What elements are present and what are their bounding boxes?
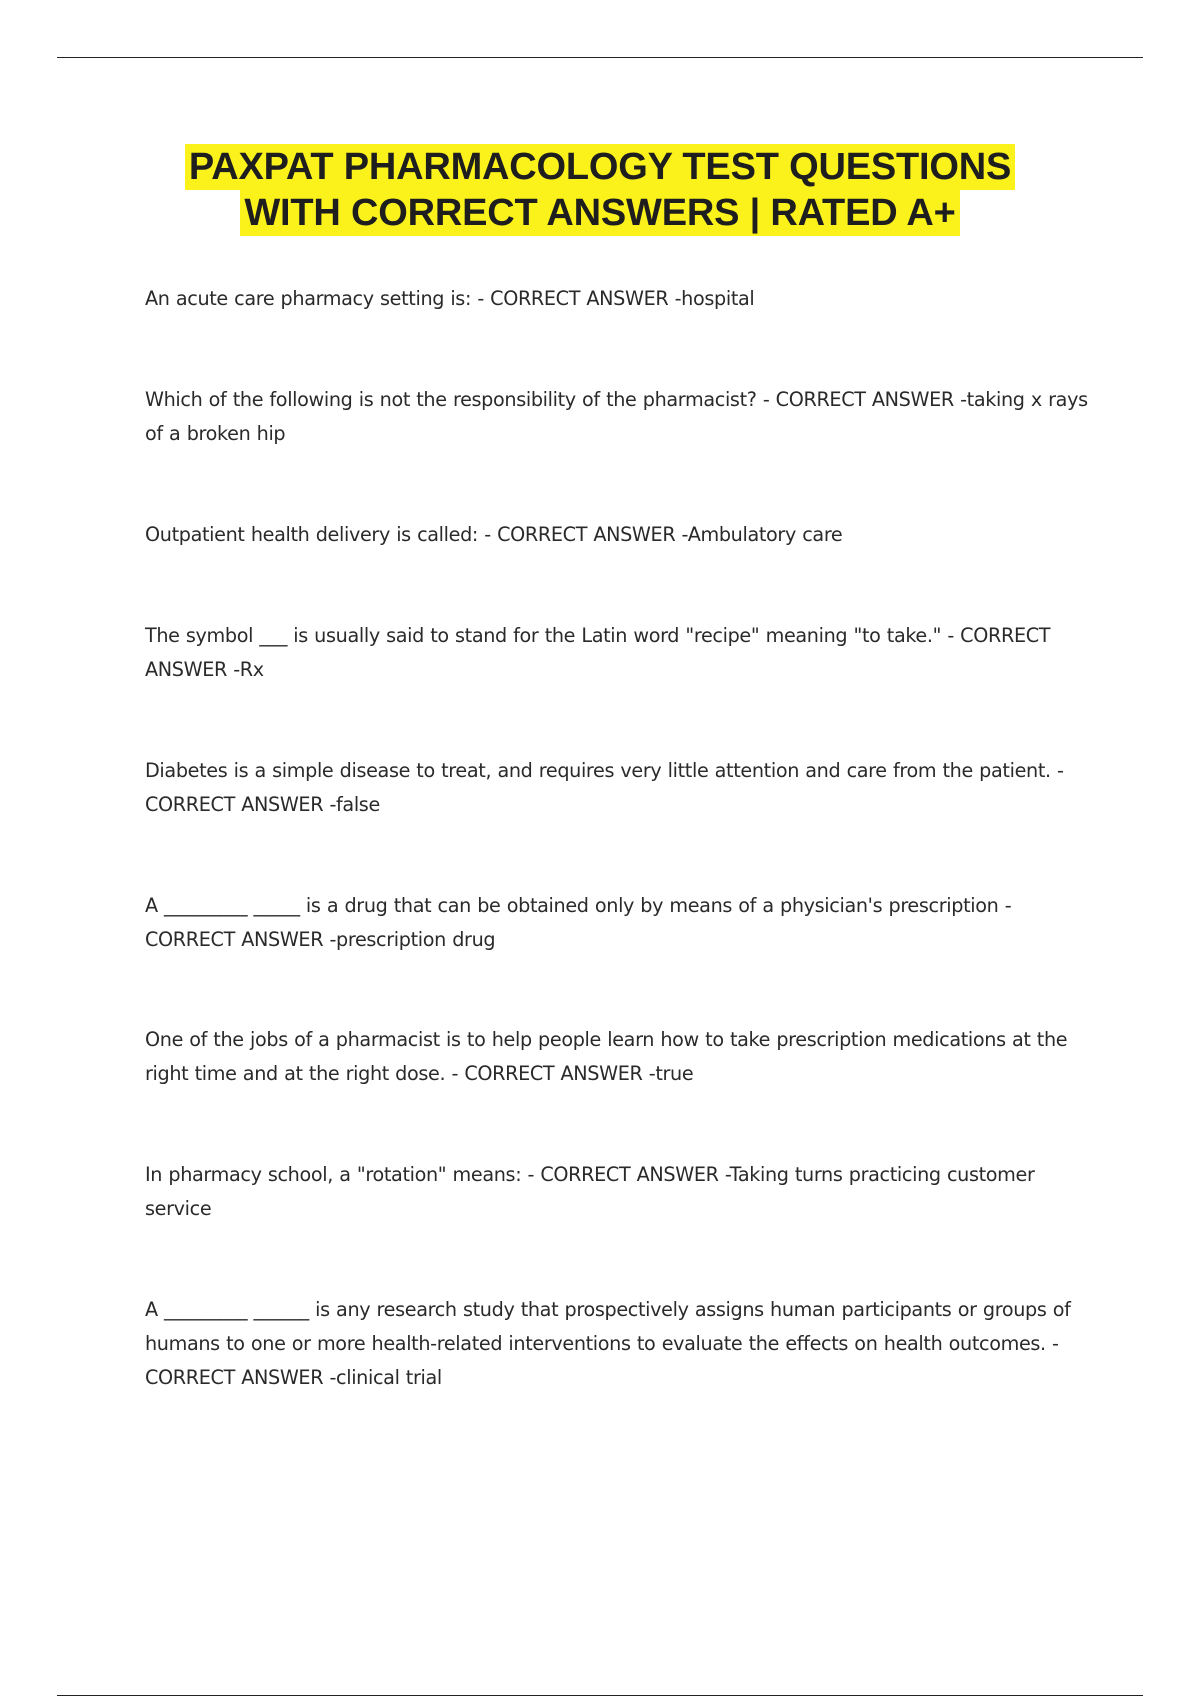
title-line-2: WITH CORRECT ANSWERS | RATED A+	[240, 190, 959, 236]
question-item-6: A _________ _____ is a drug that can be obtained only by means of a physician's prescription - CORRECT ANSWER -prescription drug	[145, 894, 1012, 951]
bottom-divider	[57, 1695, 1143, 1696]
document-title	[57, 144, 1143, 236]
question-item-4: The symbol ___ is usually said to stand for the Latin word "recipe" meaning "to take." - CORRECT ANSWER -Rx	[145, 624, 1051, 681]
question-item-1: An acute care pharmacy setting is: - CORRECT ANSWER -hospital	[145, 287, 755, 310]
question-item-2: Which of the following is not the responsibility of the pharmacist? - CORRECT ANSWER -taking x rays of a broken hip	[145, 388, 1088, 445]
question-item-5: Diabetes is a simple disease to treat, and requires very little attention and care from the patient. - CORRECT ANSWER -false	[145, 759, 1064, 816]
question-item-8: In pharmacy school, a "rotation" means: - CORRECT ANSWER -Taking turns practicing customer service	[145, 1163, 1035, 1220]
question-item-9: A _________ ______ is any research study that prospectively assigns human participants or groups of humans to one or more health-related interventions to evaluate the effects on health outcomes. - CORRECT ANSWER -clinical trial	[145, 1298, 1071, 1389]
question-item-3: Outpatient health delivery is called: - CORRECT ANSWER -Ambulatory care	[145, 523, 843, 546]
top-divider	[57, 57, 1143, 58]
title-line-1: PAXPAT PHARMACOLOGY TEST QUESTIONS	[185, 144, 1015, 190]
question-item-7: One of the jobs of a pharmacist is to help people learn how to take prescription medications at the right time and at the right dose. - CORRECT ANSWER -true	[145, 1028, 1068, 1085]
